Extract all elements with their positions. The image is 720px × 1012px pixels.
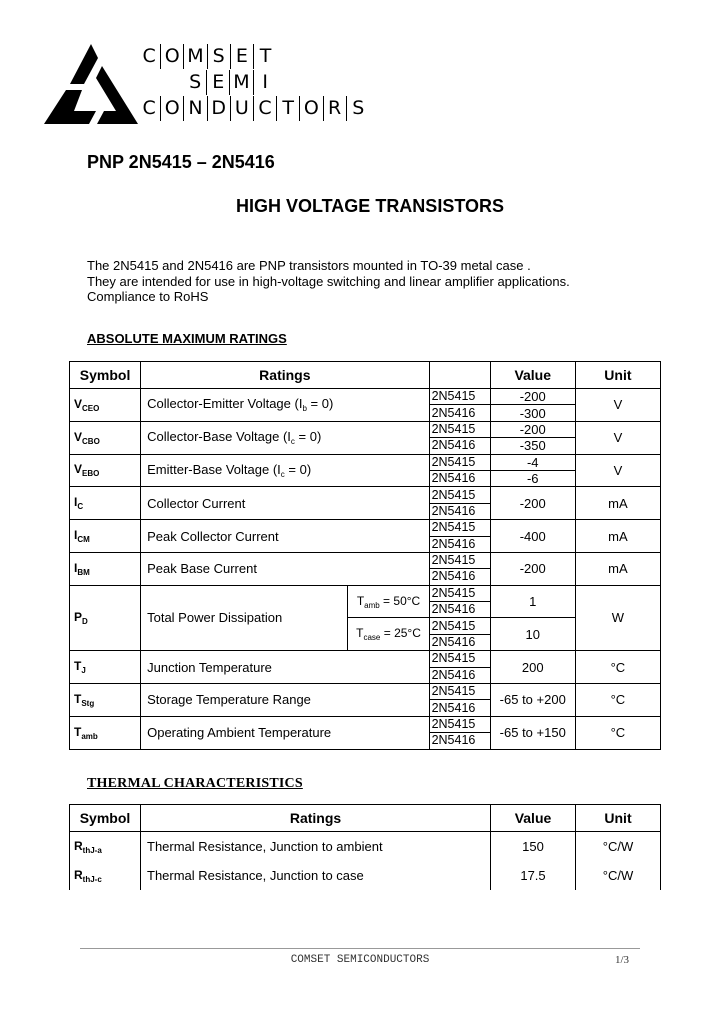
value-cell: 1 xyxy=(490,585,575,618)
logo-letter: E xyxy=(231,44,254,69)
condition-subscript: amb xyxy=(364,600,380,610)
rating-cell xyxy=(141,552,429,585)
logo-letter: R xyxy=(324,96,347,121)
logo-letter: O xyxy=(300,96,323,121)
logo-letter: I xyxy=(262,71,268,93)
symbol-cell xyxy=(70,684,141,717)
symbol-subscript: thJ-c xyxy=(82,874,102,884)
description-line: The 2N5415 and 2N5416 are PNP transistors mounted in TO-39 metal case . xyxy=(87,258,531,273)
symbol-cell xyxy=(70,454,141,487)
condition-tail: = 25°C xyxy=(380,626,421,641)
unit-cell: °C xyxy=(575,684,660,717)
logo-letter: M xyxy=(230,70,253,95)
rating-cell xyxy=(141,454,429,487)
thermal-table xyxy=(69,804,661,890)
condition-text: T xyxy=(356,593,365,608)
rating-tail: = 0) xyxy=(284,461,312,477)
description-line: They are intended for use in high-voltage switching and linear amplifier applications. xyxy=(87,273,570,289)
value-cell: -400 xyxy=(490,520,575,553)
description-line: Compliance to RoHS xyxy=(87,289,209,304)
rating-cell xyxy=(141,389,429,422)
value-cell: -200 xyxy=(490,487,575,520)
rating-text: Peak Collector Current xyxy=(147,528,279,544)
part-number: 2N5416 xyxy=(429,536,490,552)
table-row xyxy=(70,552,661,568)
value-cell: -65 to +200 xyxy=(490,684,575,717)
table-row xyxy=(70,861,661,890)
rating-cell xyxy=(141,585,348,651)
part-number: 2N5415 xyxy=(429,520,490,536)
symbol-text: T xyxy=(74,691,82,706)
table-row xyxy=(70,520,661,536)
part-number: 2N5415 xyxy=(429,618,490,634)
rating-text: Storage Temperature Range xyxy=(147,692,311,708)
symbol-cell xyxy=(70,389,141,422)
part-number: 2N5416 xyxy=(429,569,490,585)
unit-cell: °C xyxy=(575,716,660,749)
symbol-subscript: BM xyxy=(77,567,90,577)
condition-tail: = 50°C xyxy=(379,593,421,608)
symbol-text: I xyxy=(74,560,78,575)
symbol-subscript: amb xyxy=(81,731,98,741)
part-number: 2N5415 xyxy=(429,454,490,470)
value-cell: -350 xyxy=(490,438,575,454)
page-subtitle: HIGH VOLTAGE TRANSISTORS xyxy=(235,196,504,216)
value-cell: -6 xyxy=(490,470,575,486)
table-row xyxy=(70,832,661,862)
logo-letter: U xyxy=(231,96,254,121)
part-number: 2N5415 xyxy=(429,585,490,601)
rating-text: Collector-Emitter Voltage (I xyxy=(147,396,303,412)
symbol-subscript: CEO xyxy=(82,403,100,413)
logo-letter: S xyxy=(208,44,231,69)
unit-cell: V xyxy=(575,454,660,487)
part-number: 2N5416 xyxy=(429,602,490,618)
unit-cell: mA xyxy=(575,487,660,520)
col-symbol: Symbol xyxy=(70,805,141,832)
part-number: 2N5416 xyxy=(429,405,490,421)
page-number: 1/3 xyxy=(615,954,630,966)
symbol-subscript: CBO xyxy=(82,436,100,446)
symbol-subscript: J xyxy=(81,666,86,676)
unit-cell: V xyxy=(575,421,660,454)
part-number: 2N5415 xyxy=(429,552,490,568)
logo-letter: S xyxy=(352,97,365,119)
symbol-cell xyxy=(70,651,141,684)
symbol-subscript: D xyxy=(82,616,88,626)
logo-letter: E xyxy=(207,70,230,95)
rating-tail: = 0) xyxy=(306,396,334,412)
part-number: 2N5416 xyxy=(429,438,490,454)
rating-text: Collector Current xyxy=(147,495,246,511)
logo-letter: D xyxy=(208,96,231,121)
symbol-text: V xyxy=(74,396,83,411)
symbol-cell xyxy=(70,832,141,862)
logo-letter: M xyxy=(184,44,207,69)
symbol-subscript: Stg xyxy=(81,698,95,708)
symbol-text: I xyxy=(74,495,78,510)
symbol-text: V xyxy=(74,462,83,477)
col-part xyxy=(429,362,490,389)
part-number: 2N5415 xyxy=(429,716,490,732)
rating-text: Total Power Dissipation xyxy=(147,610,283,626)
logo-letter: N xyxy=(184,96,207,121)
logo-letter: C xyxy=(138,96,161,121)
col-ratings: Ratings xyxy=(141,362,429,389)
symbol-cell xyxy=(70,716,141,749)
rating-text: Junction Temperature xyxy=(147,659,272,675)
condition-cell xyxy=(348,585,429,618)
value-cell: -65 to +150 xyxy=(490,716,575,749)
condition-text: T xyxy=(356,626,364,641)
rating-cell xyxy=(141,520,429,553)
symbol-subscript: CM xyxy=(77,535,90,545)
rating-cell: Thermal Resistance, Junction to case xyxy=(141,861,491,890)
unit-cell: W xyxy=(575,585,660,651)
rating-text: Emitter-Base Voltage (I xyxy=(147,461,281,477)
table-row xyxy=(70,585,661,601)
part-number: 2N5416 xyxy=(429,700,490,716)
rating-subscript: c xyxy=(290,437,295,447)
unit-cell: V xyxy=(575,389,660,422)
col-value: Value xyxy=(491,805,576,832)
symbol-subscript: EBO xyxy=(82,469,100,479)
rating-subscript: c xyxy=(280,469,285,479)
col-ratings: Ratings xyxy=(141,805,491,832)
col-unit: Unit xyxy=(575,362,660,389)
part-number: 2N5416 xyxy=(429,733,490,749)
abs-max-heading: ABSOLUTE MAXIMUM RATINGS xyxy=(87,331,287,346)
value-cell: 17.5 xyxy=(491,861,576,890)
value-cell: 150 xyxy=(491,832,576,862)
rating-text: Peak Base Current xyxy=(147,561,257,577)
value-cell: 200 xyxy=(490,651,575,684)
value-cell: 10 xyxy=(490,618,575,651)
part-number: 2N5415 xyxy=(429,684,490,700)
unit-cell: mA xyxy=(575,552,660,585)
symbol-cell xyxy=(70,585,141,651)
rating-cell xyxy=(141,421,429,454)
symbol-subscript: C xyxy=(77,502,84,512)
value-cell: -200 xyxy=(490,421,575,437)
table-row xyxy=(70,684,661,700)
symbol-cell xyxy=(70,487,141,520)
logo-letter: S xyxy=(184,70,207,95)
unit-cell: °C/W xyxy=(576,832,661,862)
logo-letter: C xyxy=(254,96,277,121)
symbol-text: P xyxy=(74,609,83,624)
rating-tail: = 0) xyxy=(294,429,322,445)
symbol-cell xyxy=(70,552,141,585)
value-cell: -300 xyxy=(490,405,575,421)
symbol-subscript: thJ-a xyxy=(82,845,102,855)
symbol-text: T xyxy=(74,724,82,739)
rating-text: Collector-Base Voltage (I xyxy=(147,429,291,445)
logo-letter: O xyxy=(161,96,184,121)
part-number: 2N5416 xyxy=(429,634,490,650)
rating-cell xyxy=(141,487,429,520)
unit-cell: °C xyxy=(575,651,660,684)
table-row xyxy=(70,454,661,470)
table-row xyxy=(70,487,661,503)
unit-cell: °C/W xyxy=(576,861,661,890)
symbol-text: V xyxy=(74,429,83,444)
company-logo-icon xyxy=(44,44,138,126)
unit-cell: mA xyxy=(575,520,660,553)
part-number: 2N5416 xyxy=(429,667,490,683)
symbol-cell xyxy=(70,421,141,454)
col-symbol: Symbol xyxy=(70,362,141,389)
table-row xyxy=(70,651,661,667)
footer-company: COMSET SEMICONDUCTORS xyxy=(290,954,430,966)
condition-cell xyxy=(348,618,429,651)
thermal-heading: THERMAL CHARACTERISTICS xyxy=(87,776,303,791)
part-number: 2N5416 xyxy=(429,503,490,519)
value-cell: -200 xyxy=(490,389,575,405)
page-title: PNP 2N5415 – 2N5416 xyxy=(87,152,275,172)
abs-max-table xyxy=(69,361,661,750)
rating-cell xyxy=(141,684,429,717)
logo-letter: T xyxy=(259,45,272,67)
rating-cell xyxy=(141,651,429,684)
rating-cell xyxy=(141,716,429,749)
rating-subscript: b xyxy=(302,404,307,414)
logo-letter: O xyxy=(161,44,184,69)
part-number: 2N5416 xyxy=(429,470,490,486)
part-number: 2N5415 xyxy=(429,421,490,437)
symbol-text: I xyxy=(74,528,78,543)
description xyxy=(87,258,570,305)
value-cell: -4 xyxy=(490,454,575,470)
symbol-text: T xyxy=(74,659,82,674)
logo-letter: C xyxy=(138,44,161,69)
symbol-cell xyxy=(70,520,141,553)
part-number: 2N5415 xyxy=(429,389,490,405)
table-row xyxy=(70,716,661,732)
part-number: 2N5415 xyxy=(429,487,490,503)
table-row xyxy=(70,421,661,437)
col-unit: Unit xyxy=(576,805,661,832)
symbol-cell xyxy=(70,861,141,890)
condition-subscript: case xyxy=(363,633,381,643)
logo-letter: T xyxy=(277,96,300,121)
part-number: 2N5415 xyxy=(429,651,490,667)
rating-cell: Thermal Resistance, Junction to ambient xyxy=(141,832,491,862)
symbol-text: R xyxy=(74,838,83,853)
rating-text: Operating Ambient Temperature xyxy=(147,725,332,741)
symbol-text: R xyxy=(74,867,83,882)
col-value: Value xyxy=(490,362,575,389)
footer-divider xyxy=(80,948,640,949)
value-cell: -200 xyxy=(490,552,575,585)
table-row xyxy=(70,389,661,405)
